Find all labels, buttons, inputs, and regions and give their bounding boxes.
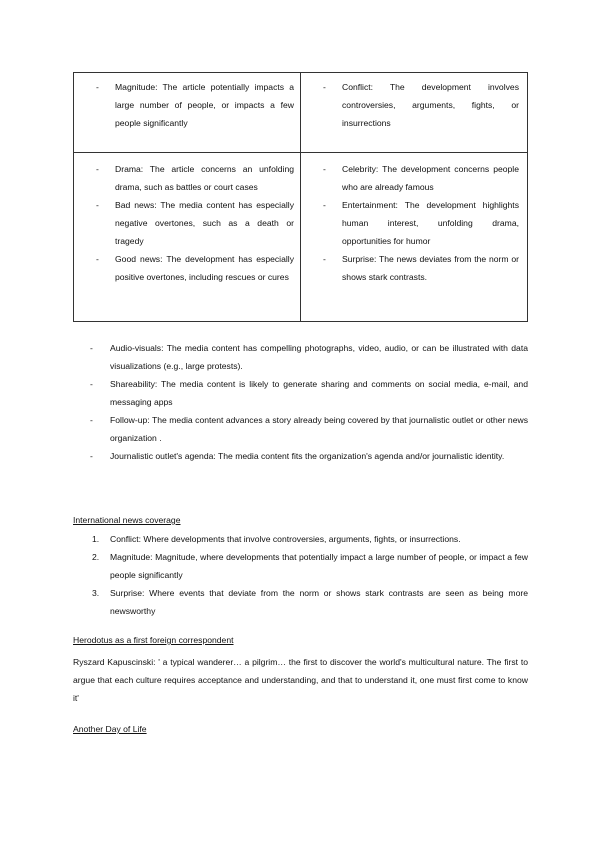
list-item: - Surprise: The news deviates from the norm or shows stark contrasts. <box>323 250 519 286</box>
news-values-table <box>73 72 528 322</box>
dash-marker: - <box>96 82 99 92</box>
international-numbered-list <box>92 530 528 620</box>
list-item: - Audio-visuals: The media content has compelling photographs, video, audio, or can be illustrated with data visualizations (e.g., large protests). <box>90 339 528 375</box>
list-item: - Conflict: The development involves controversies, arguments, fights, or insurrections <box>323 78 519 132</box>
dash-marker: - <box>90 379 93 389</box>
table-row <box>74 153 528 322</box>
additional-news-values-list <box>90 339 528 465</box>
bullet-list <box>323 160 519 286</box>
list-item: - Magnitude: The article potentially impacts a large number of people, or impacts a few people significantly <box>96 78 294 132</box>
heading-herodotus: Herodotus as a first foreign correspondent <box>73 635 234 645</box>
bullet-list <box>96 160 294 286</box>
list-item: - Celebrity: The development concerns people who are already famous <box>323 160 519 196</box>
list-item: - Bad news: The media content has especially negative overtones, such as a death or tragedy <box>96 196 294 250</box>
table-cell-conflict <box>301 73 528 153</box>
item-number: 3. <box>92 588 100 598</box>
table-cell-magnitude <box>74 73 301 153</box>
heading-international-news: International news coverage <box>73 515 181 525</box>
dash-marker: - <box>96 254 99 264</box>
list-item: - Shareability: The media content is likely to generate sharing and comments on social media, e-mail, and messaging apps <box>90 375 528 411</box>
table-cell-celebrity <box>301 153 528 322</box>
dash-marker: - <box>323 164 326 174</box>
list-item: 1. Conflict: Where developments that involve controversies, arguments, fights, or insurrections. <box>92 530 528 548</box>
dash-marker: - <box>90 451 93 461</box>
table-row <box>74 73 528 153</box>
bullet-list <box>323 78 519 132</box>
dash-marker: - <box>323 82 326 92</box>
herodotus-paragraph: Ryszard Kapuscinski: ' a typical wanderer… a pilgrim… the first to discover the world's multicultural nature. The first to argue that each culture requires acceptance and understanding, and that to understand it, one must first come to know it' <box>73 657 528 703</box>
dash-marker: - <box>323 200 326 210</box>
heading-another-day-of-life: Another Day of Life <box>73 724 147 734</box>
item-number: 1. <box>92 534 100 544</box>
list-item: - Drama: The article concerns an unfolding drama, such as battles or court cases <box>96 160 294 196</box>
list-item: - Follow-up: The media content advances a story already being covered by that journalistic outlet or other news organization . <box>90 411 528 447</box>
dash-marker: - <box>90 415 93 425</box>
list-item: - Good news: The development has especially positive overtones, including rescues or cures <box>96 250 294 286</box>
dash-marker: - <box>323 254 326 264</box>
bullet-list <box>96 78 294 132</box>
dash-marker: - <box>96 164 99 174</box>
dash-marker: - <box>96 200 99 210</box>
list-item: 2. Magnitude: Magnitude, where developments that potentially impact a large number of people, or impact a few people significantly <box>92 548 528 584</box>
list-item: 3. Surprise: Where events that deviate from the norm or shows stark contrasts are seen as being more newsworthy <box>92 584 528 620</box>
list-item: - Entertainment: The development highlights human interest, unfolding drama, opportunities for humor <box>323 196 519 250</box>
dash-marker: - <box>90 343 93 353</box>
table-cell-drama-news <box>74 153 301 322</box>
list-item: - Journalistic outlet's agenda: The media content fits the organization's agenda and/or journalistic identity. <box>90 447 528 465</box>
item-number: 2. <box>92 552 100 562</box>
